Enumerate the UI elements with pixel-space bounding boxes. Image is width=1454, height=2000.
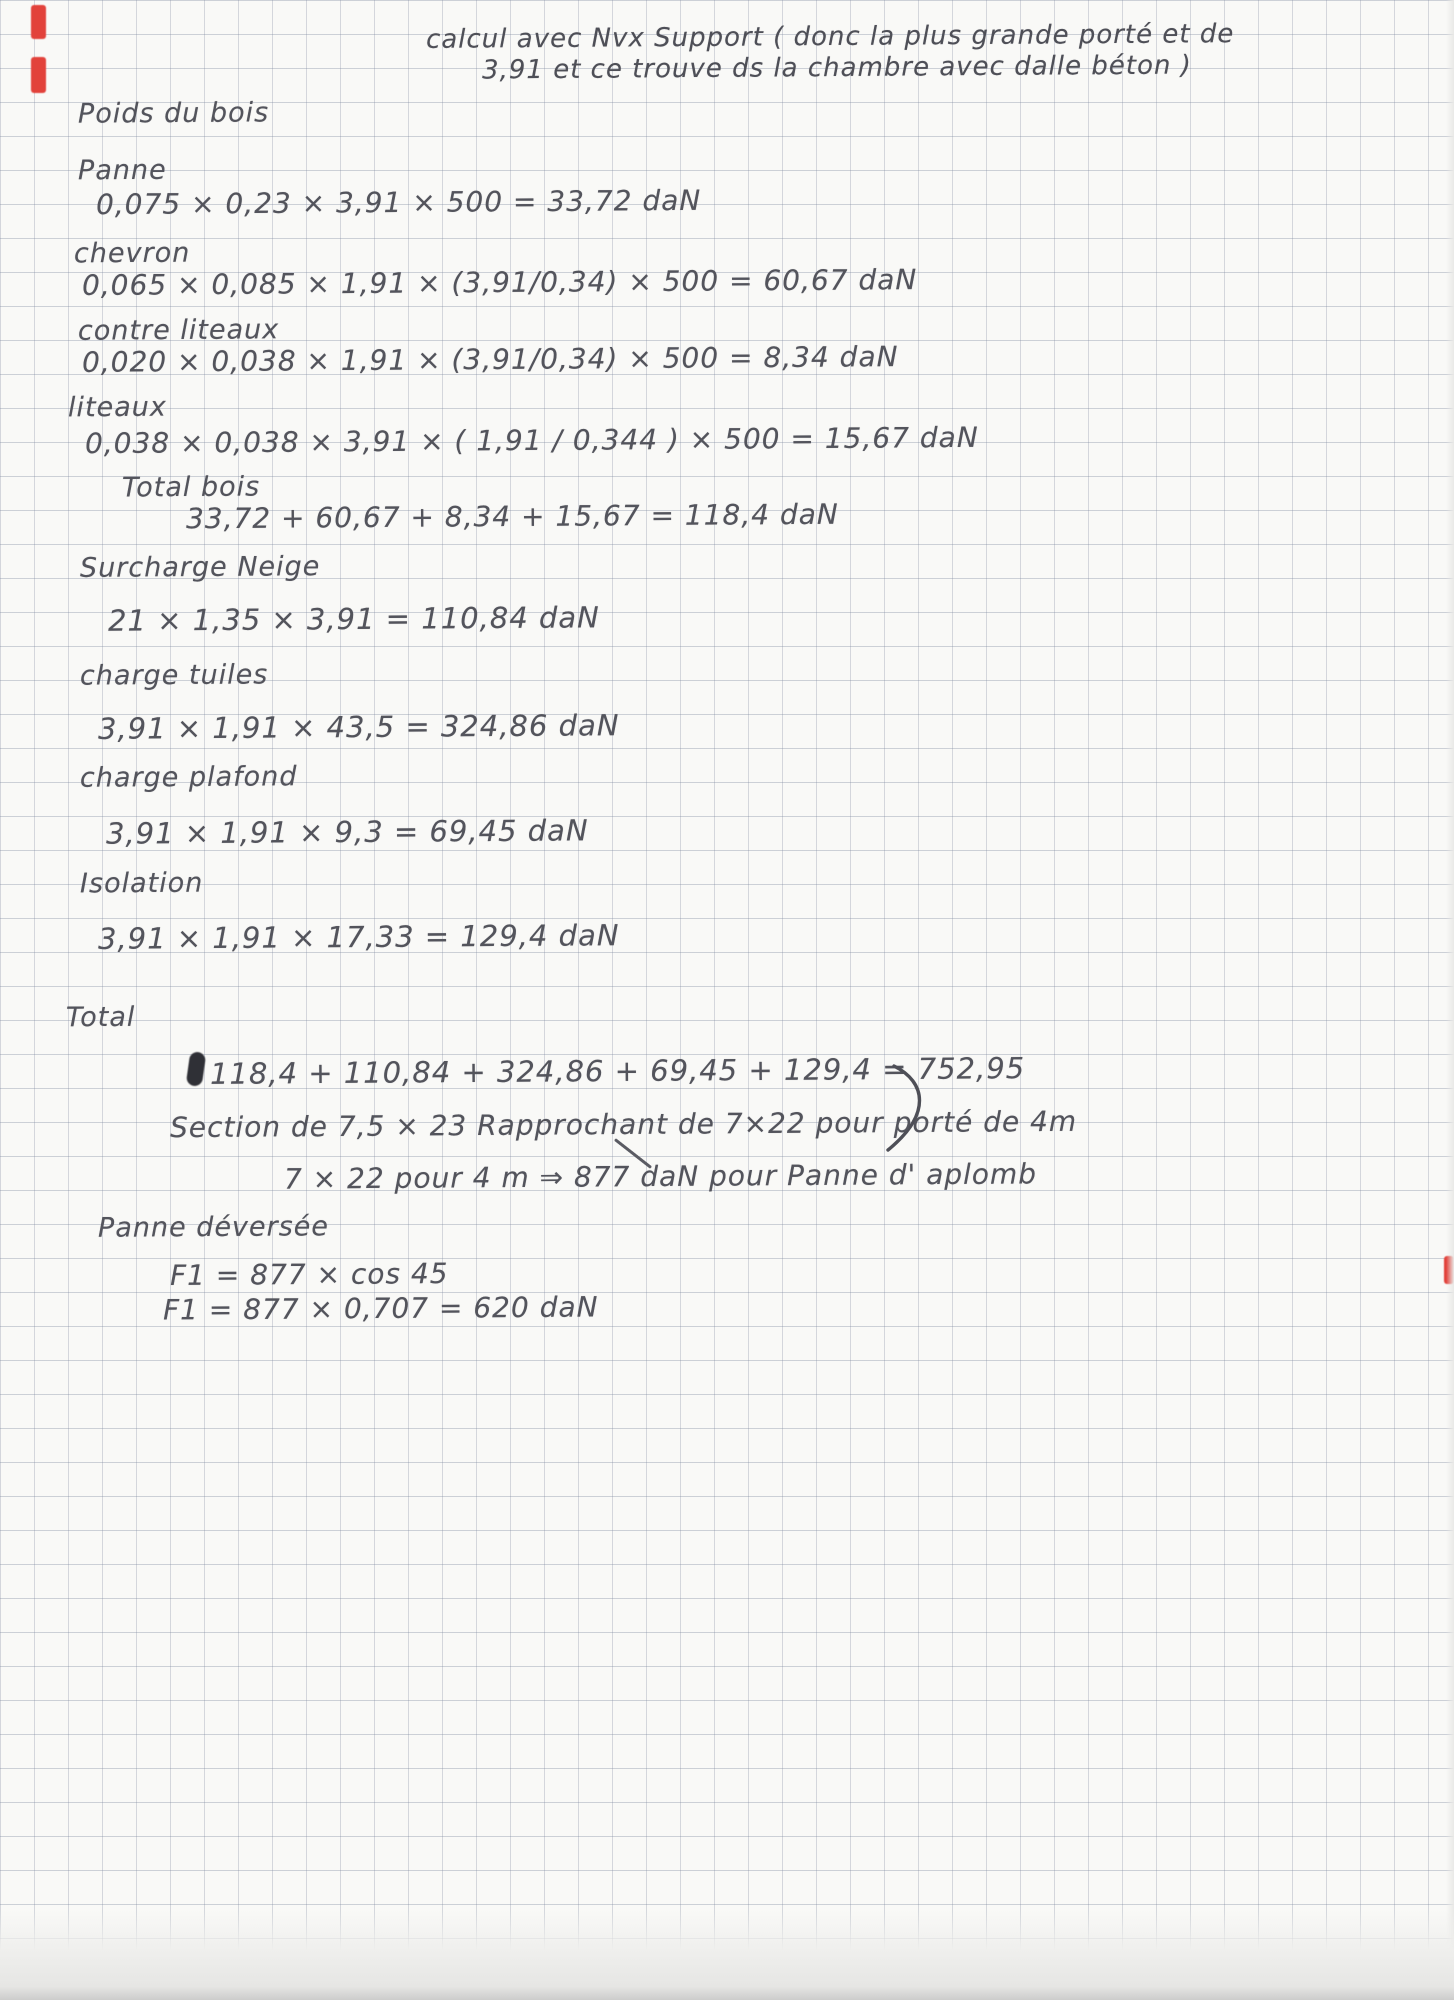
load-label-charge-tuiles: charge tuiles [79,659,269,692]
formula-chevron: 0,065 × 0,085 × 1,91 × (3,91/0,34) × 500 = 60,67 daN [81,263,918,302]
formula-charge-plafond: 3,91 × 1,91 × 9,3 = 69,45 daN [105,813,589,851]
section-label-contre-liteaux: contre liteaux [77,314,280,347]
formula-f1-cos: F1 = 877 × cos 45 [169,1257,449,1292]
scan-edge-right [1446,0,1454,2000]
total-bois-formula: 33,72 + 60,67 + 8,34 + 15,67 = 118,4 daN [185,497,839,536]
formula-panne: 0,075 × 0,23 × 3,91 × 500 = 33,72 daN [95,183,702,222]
formula-contre-liteaux: 0,020 × 0,038 × 1,91 × (3,91/0,34) × 500 = 8,34 daN [81,340,899,379]
scribble-mark [186,1051,207,1087]
page-title: Poids du bois [77,97,270,130]
load-label-charge-plafond: charge plafond [79,761,298,794]
section-note: Section de 7,5 × 23 Rapprochant de 7×22 pour porté de 4m [169,1104,1078,1145]
grand-total-formula: 118,4 + 110,84 + 324,86 + 69,45 + 129,4 = 752,95 [209,1051,1026,1091]
scan-edge-bottom [0,1910,1454,2000]
formula-charge-tuiles: 3,91 × 1,91 × 43,5 = 324,86 daN [97,708,620,746]
total-bois-label: Total bois [121,471,261,504]
formula-surcharge-neige: 21 × 1,35 × 3,91 = 110,84 daN [107,600,600,638]
header-line-1: calcul avec Nvx Support ( donc la plus grande porté et de [425,19,1235,55]
header-line-2: 3,91 et ce trouve ds la chambre avec dalle béton ) [481,50,1192,86]
red-scan-mark [31,57,46,93]
panne-deversee-label: Panne déversée [97,1211,330,1244]
formula-isolation: 3,91 × 1,91 × 17,33 = 129,4 daN [97,918,620,956]
span-note: 7 × 22 pour 4 m ⇒ 877 daN pour Panne d' aplomb [283,1157,1038,1196]
formula-f1-result: F1 = 877 × 0,707 = 620 daN [162,1290,599,1327]
formula-liteaux: 0,038 × 0,038 × 3,91 × ( 1,91 / 0,344 ) × 500 = 15,67 daN [84,420,979,461]
load-label-surcharge-neige: Surcharge Neige [79,551,321,584]
grand-total-label: Total [65,1001,136,1034]
section-label-liteaux: liteaux [67,391,167,424]
section-label-panne: Panne [77,154,167,187]
load-label-isolation: Isolation [79,867,204,900]
red-scan-mark [31,5,46,39]
section-label-chevron: chevron [73,237,191,270]
